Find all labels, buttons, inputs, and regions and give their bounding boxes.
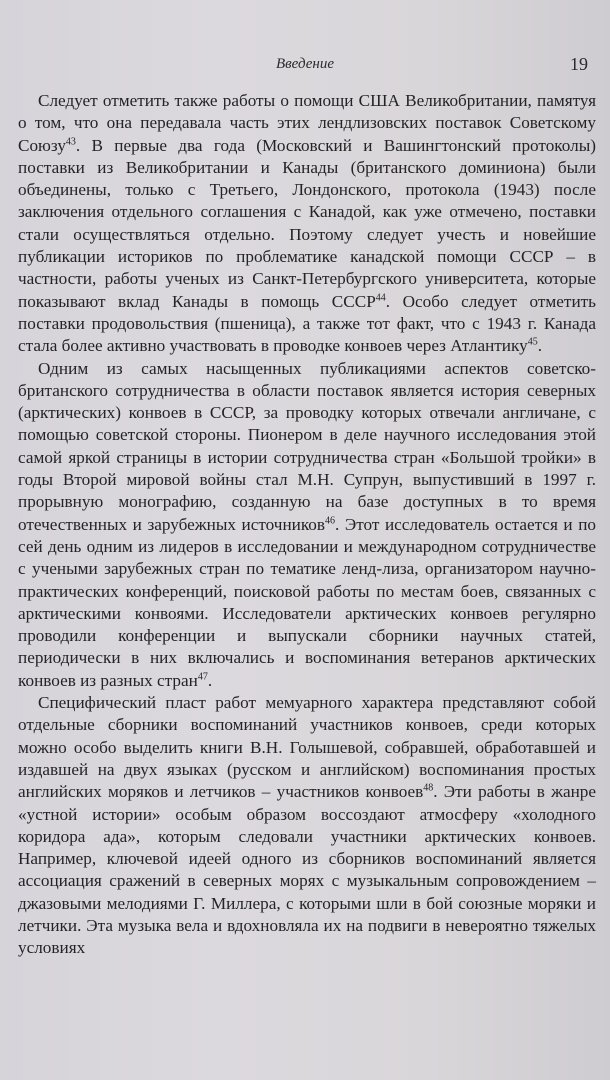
footnote-marker: 46 [325, 514, 336, 526]
running-header [0, 54, 610, 78]
text-run: . Этот исследователь остается и по сей день одним из лидеров в исследовании и международном сотрудничестве с учеными зарубежных стран по тематике ленд-лиза, организатором научно-практических конференций, поисковой работы по местам боев, связанных с арктическими конвоями. Исследователи арктических конвоев регулярно проводили конференции и выпускали сборники научных статей, периодически в них включались и воспоминания ветеранов арктических конвоев из разных стран [18, 514, 596, 690]
running-head-title: Введение [276, 56, 334, 72]
footnote-marker: 44 [375, 291, 386, 303]
text-run: Одним из самых насыщенных публикациями аспектов советско-британского сотрудничества в области поставок является история северных (арктических) конвоев в СССР, за проводку которых отвечали англичане, с помощью советской стороны. Пионером в деле научного исследования этой самой яркой страницы в истории сотрудничества стран «Большой тройки» в годы Второй мировой войны стал М.Н. Супрун, выпустивший в 1997 г. прорывную монографию, созданную на базе доступных в то время отечественных и зарубежных источников [18, 358, 596, 534]
text-run: Специфический пласт работ мемуарного характера представляют собой отдельные сборники воспоминаний участников конвоев, среди которых можно особо выделить книги В.Н. Голышевой, собравшей, обработавшей и издавшей на двух языках (русском и английском) воспоминания простых английских моряков и летчиков – участников конвоев [18, 693, 596, 802]
text-run: . [207, 670, 213, 690]
text-run: . Особо следует отметить поставки продовольствия (пшеница), а также тот факт, что с 1943 г. Канада стала более активно участвовать в проводке конвоев через Атлантику [18, 291, 596, 356]
paragraph [18, 358, 596, 692]
text-run: . Эти работы в жанре «устной истории» особым образом воссоздают атмосферу «холодного коридора ада», которым следовали участники арктических конвоев. Например, ключевой идеей одного из сборников воспоминаний является ассоциация сражений в северных морях с музыкальным сопровождением – джазовыми мелодиями Г. Миллера, с которыми шли в бой союзные моряки и летчики. Эта музыка вела и вдохновляла их на подвиги в невероятно тяжелых условиях [18, 782, 596, 958]
footnote-marker: 43 [65, 135, 76, 147]
text-run: Следует отметить также работы о помощи США Великобритании, памятуя о том, что она передавала часть этих лендлизовских поставок Советскому Союзу [18, 91, 596, 155]
paragraph [18, 692, 596, 960]
footnote-marker: 45 [527, 336, 538, 348]
footnote-marker: 48 [423, 782, 434, 794]
paragraph [18, 90, 596, 358]
body-text [18, 90, 596, 960]
page-number: 19 [570, 54, 588, 74]
text-run: . [537, 336, 542, 356]
footnote-marker: 47 [197, 670, 208, 682]
text-run: . В первые два года (Московский и Вашингтонский протоколы) поставки из Великобритании и Канады (британского доминиона) были объединены, только с Третьего, Лондонского, протокола (1943) после заключения отдельного соглашения с Канадой, как уже отмечено, поставки стали осуществляться отдельно. Поэтому следует учесть и новейшие публикации историков по проблематике канадской помощи СССР – в частности, работы ученых из Санкт-Петербургского университета, которые показывают вклад Канады в помощь СССР [18, 135, 596, 311]
